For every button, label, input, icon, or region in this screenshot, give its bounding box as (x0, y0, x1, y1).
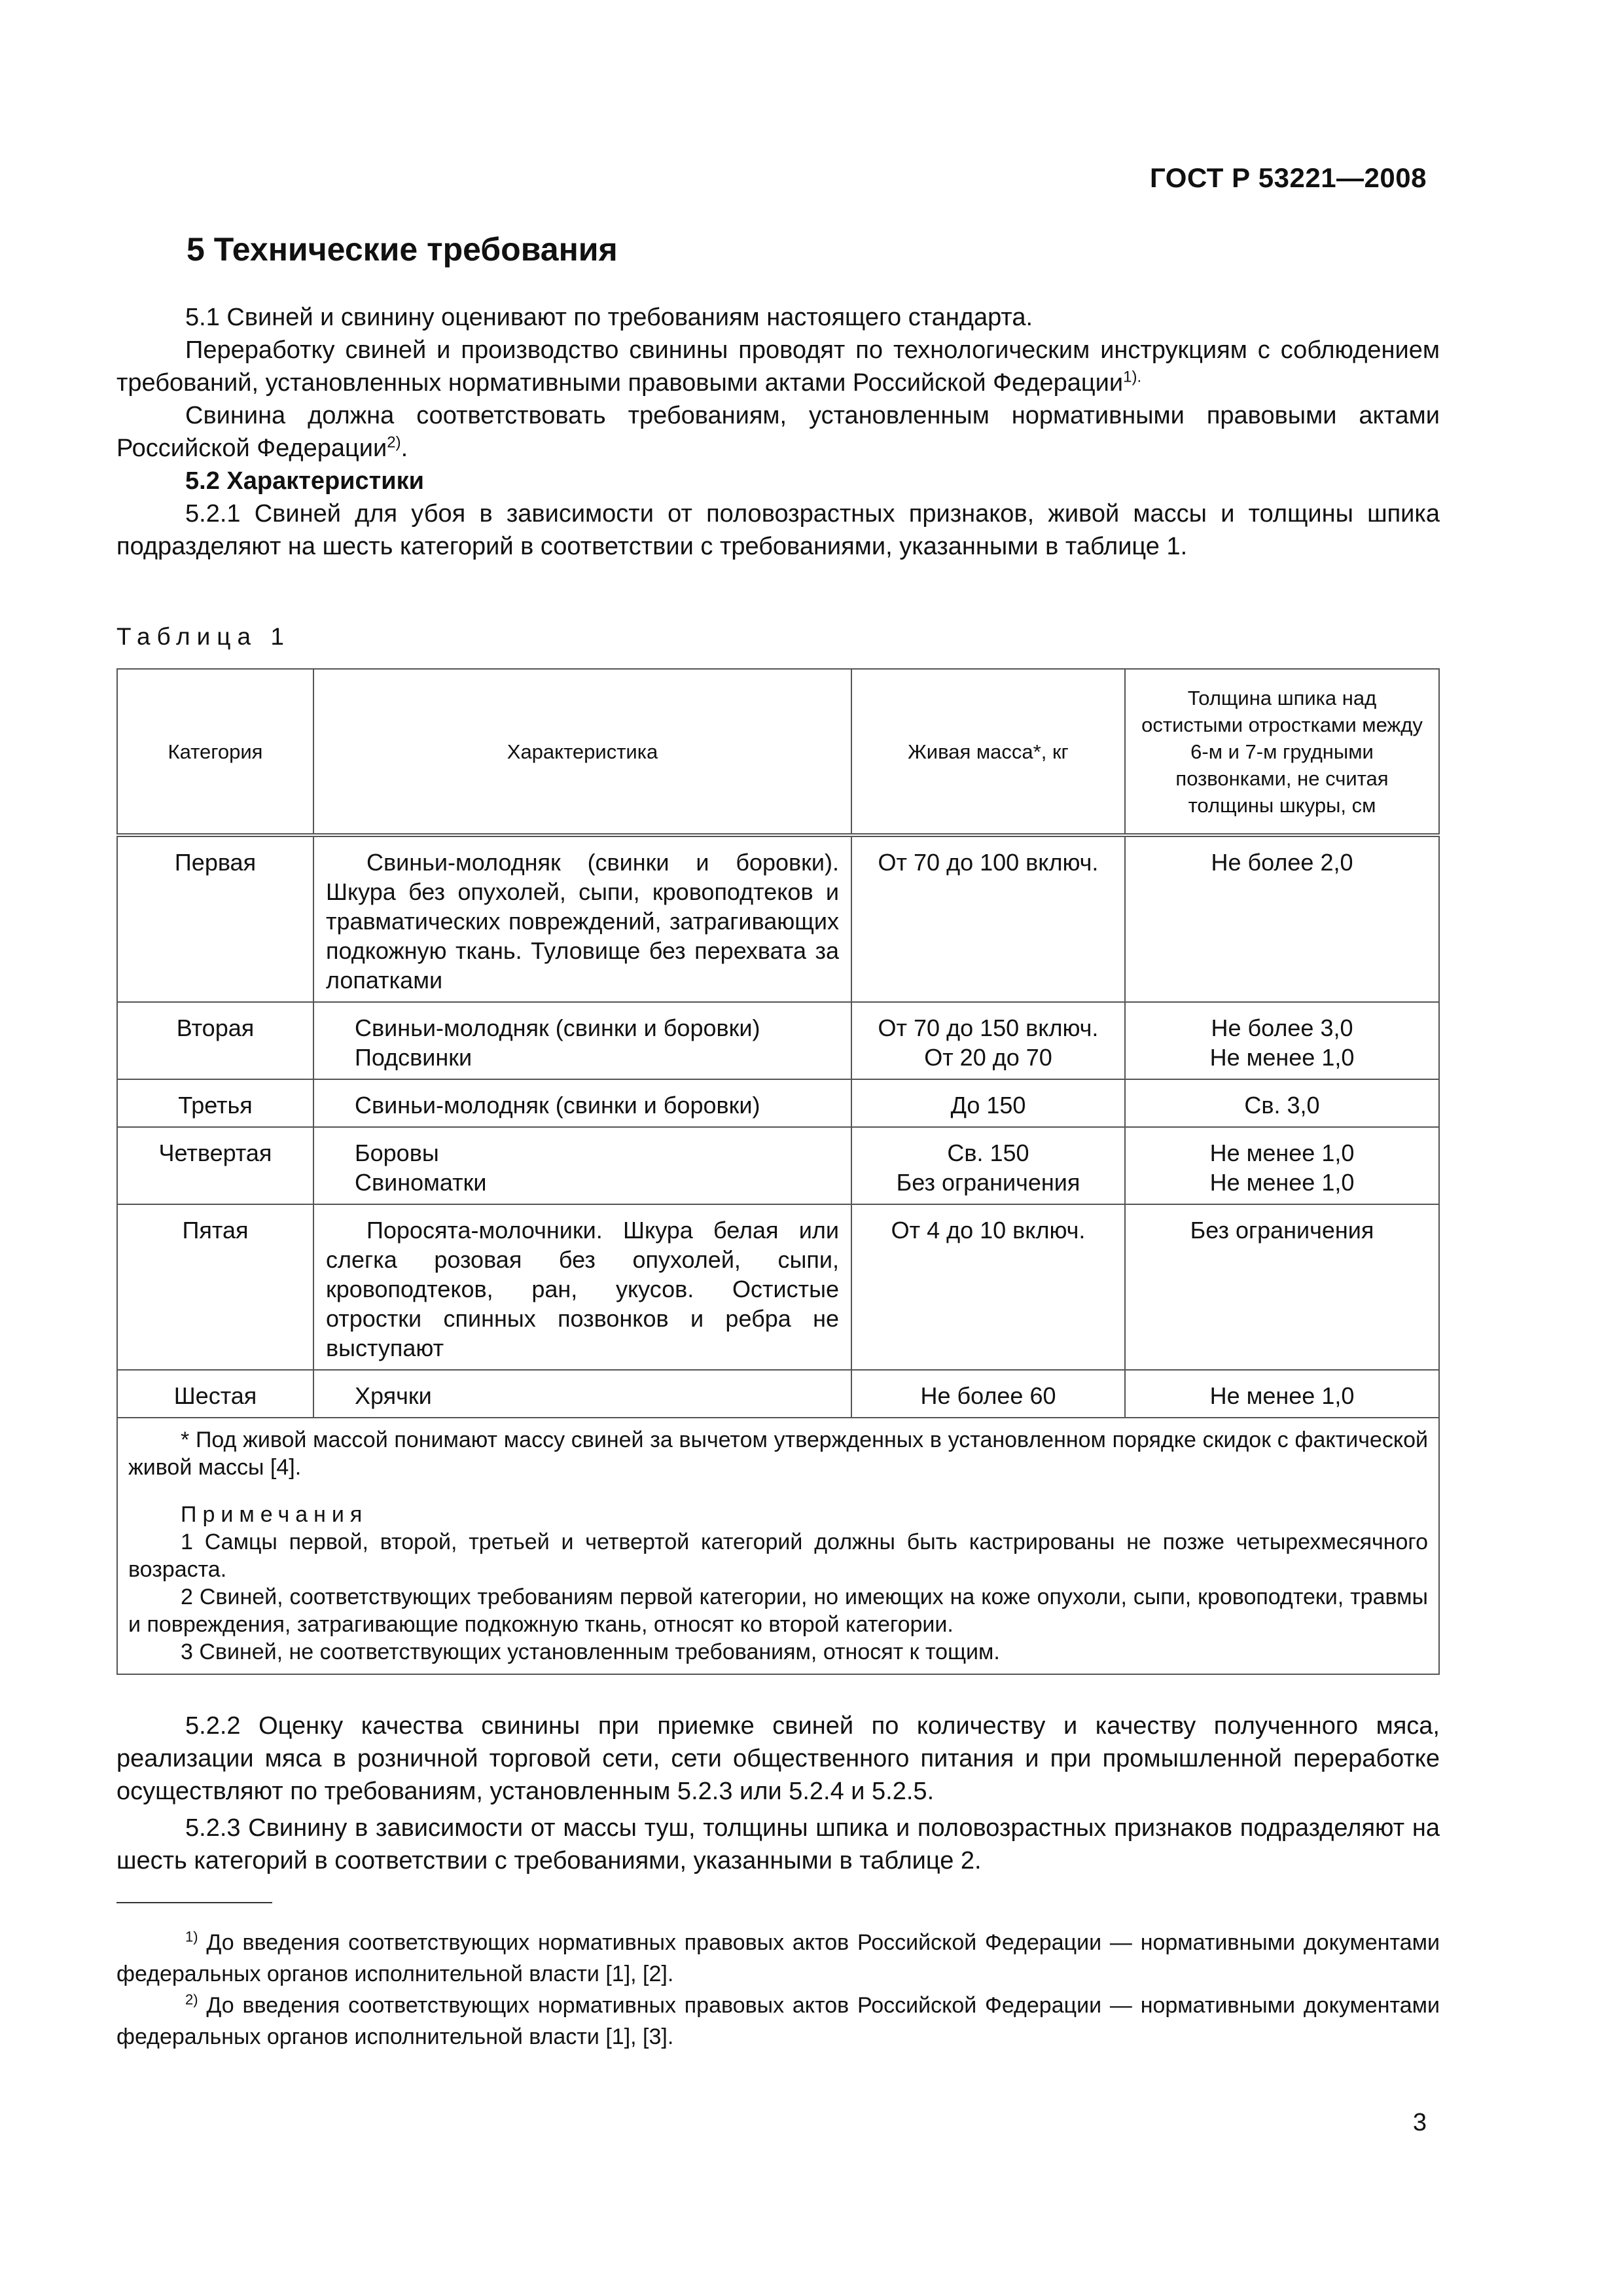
cell-mass: Не более 60 (851, 1370, 1125, 1418)
table-row (117, 1002, 1439, 1079)
header-live-mass: Живая масса*, кг (851, 669, 1125, 835)
note-item: 1 Самцы первой, второй, третьей и четвертой категорий должны быть кастрированы не позже четырехмесячного возраста. (128, 1530, 1428, 1582)
cell-fat: Без ограничения (1125, 1204, 1439, 1370)
table-row (117, 1370, 1439, 1418)
table-row (117, 835, 1439, 1002)
note-item: 2 Свиней, соответствующих требованиям первой категории, но имеющих на коже опухоли, сыпи, кровоподтеки, травмы и повреждения, затрагивающие подкожную ткань, относят ко второй категории. (128, 1585, 1428, 1637)
header-fat-thickness: Толщина шпика над остистыми отростками между 6-м и 7-м грудными позвонками, не считая толщины шкуры, см (1125, 669, 1439, 835)
cell-line: Боровы (355, 1139, 439, 1166)
header-category: Категория (117, 669, 313, 835)
note-item: 3 Свиней, не соответствующих установленным требованиям, относят к тощим. (181, 1640, 1000, 1664)
paragraphs-bottom (116, 1710, 1440, 1877)
footnote-ref-1: 1). (1123, 368, 1142, 386)
footnote-mark: 2) (185, 1991, 198, 2008)
table-row (117, 1079, 1439, 1127)
cell-line: Свиноматки (355, 1169, 487, 1196)
cell-line: Подсвинки (355, 1044, 473, 1071)
cell-line: Не менее 1,0 (1209, 1044, 1355, 1071)
header-characteristic: Характеристика (313, 669, 851, 835)
footnote-mark: 1) (185, 1928, 198, 1945)
paragraph-pork (116, 399, 1440, 465)
paragraph-pork-end: . (401, 435, 408, 462)
paragraph-processing (116, 334, 1440, 399)
notes-title: Примечания (181, 1502, 368, 1527)
cell-line: Свиньи-молодняк (свинки и боровки) (355, 1014, 760, 1041)
page-footnote-2 (116, 1990, 1440, 2053)
subsection-5-2-title: 5.2 Характеристики (185, 467, 425, 495)
cell-line: Не менее 1,0 (1209, 1139, 1355, 1166)
cell-line: От 70 до 150 включ. (878, 1014, 1099, 1041)
cell-category: Вторая (117, 1002, 313, 1079)
footnote-separator (116, 1902, 272, 1903)
cell-fat (1125, 1127, 1439, 1204)
footnote-ref-2: 2) (387, 433, 401, 452)
cell-category: Четвертая (117, 1127, 313, 1204)
paragraph-pork-text: Свинина должна соответствовать требованиям, установленным нормативными правовыми актами Российской Федерации (116, 402, 1440, 462)
cell-mass: До 150 (851, 1079, 1125, 1127)
page-number: 3 (1412, 2109, 1427, 2136)
table-footnotes (117, 1418, 1439, 1674)
table-1 (116, 668, 1440, 1675)
table-footer-row (117, 1418, 1439, 1674)
cell-category: Пятая (117, 1204, 313, 1370)
table-row (117, 1204, 1439, 1370)
paragraph-5-2-1: 5.2.1 Свиней для убоя в зависимости от половозрастных признаков, живой массы и толщины шпика подразделяют на шесть категорий в соответствии с требованиями, указанными в таблице 1. (116, 500, 1440, 560)
cell-line: Не более 3,0 (1211, 1014, 1353, 1041)
cell-characteristic: Поросята-молочники. Шкура белая или слегка розовая без опухолей, сыпи, кровоподтеков, ран, укусов. Остистые отростки спинных позвонков и ребра не выступают (313, 1204, 851, 1370)
cell-mass: От 4 до 10 включ. (851, 1204, 1125, 1370)
cell-line: Св. 150 (947, 1139, 1029, 1166)
cell-mass (851, 1127, 1125, 1204)
table-1-label: Таблица 1 (116, 623, 291, 650)
table-row (117, 1127, 1439, 1204)
table-header-row (117, 669, 1439, 835)
cell-line: Не менее 1,0 (1209, 1169, 1355, 1196)
cell-characteristic: Свиньи-молодняк (свинки и боровки). Шкура без опухолей, сыпи, кровоподтеков и травматических повреждений, затрагивающих подкожную ткань. Туловище без перехвата за лопатками (313, 835, 851, 1002)
document-standard-number: ГОСТ Р 53221—2008 (1150, 162, 1427, 193)
cell-line: От 20 до 70 (924, 1044, 1052, 1071)
section-title: 5 Технические требования (187, 231, 618, 268)
paragraph-5-2-2: 5.2.2 Оценку качества свинины при приемке свиней по количеству и качеству полученного мяса, реализации мяса в розничной торговой сети, сети общественного питания и при промышленной переработке осуществляют по требованиям, установленным 5.2.3 или 5.2.4 и 5.2.5. (116, 1712, 1440, 1805)
footnote-text: До введения соответствующих нормативных правовых актов Российской Федерации — нормативными документами федеральных органов исполнительной власти [1], [3]. (116, 1993, 1440, 2049)
paragraph-5-2-3: 5.2.3 Свинину в зависимости от массы туш, толщины шпика и половозрастных признаков подразделяют на шесть категорий в соответствии с требованиями, указанными в таблице 2. (116, 1814, 1440, 1874)
paragraph-processing-text: Переработку свиней и производство свинины проводят по технологическим инструкциям с соблюдением требований, установленных нормативными правовыми актами Российской Федерации (116, 336, 1440, 397)
cell-category: Третья (117, 1079, 313, 1127)
cell-mass (851, 1002, 1125, 1079)
paragraphs-top (116, 301, 1440, 563)
cell-characteristic: Свиньи-молодняк (свинки и боровки) (313, 1079, 851, 1127)
cell-line: Без ограничения (896, 1169, 1080, 1196)
table-footnote-live-mass: * Под живой массой понимают массу свиней за вычетом утвержденных в установленном порядке скидок с фактической живой массы [4]. (128, 1427, 1428, 1480)
cell-category: Шестая (117, 1370, 313, 1418)
cell-fat (1125, 1002, 1439, 1079)
cell-characteristic (313, 1002, 851, 1079)
page-footnotes (116, 1927, 1440, 2053)
cell-fat: Не менее 1,0 (1125, 1370, 1439, 1418)
cell-fat: Св. 3,0 (1125, 1079, 1439, 1127)
cell-fat: Не более 2,0 (1125, 835, 1439, 1002)
page-footnote-1 (116, 1927, 1440, 1990)
cell-mass: От 70 до 100 включ. (851, 835, 1125, 1002)
footnote-text: До введения соответствующих нормативных правовых актов Российской Федерации — нормативными документами федеральных органов исполнительной власти [1], [2]. (116, 1930, 1440, 1986)
cell-characteristic (313, 1127, 851, 1204)
cell-category: Первая (117, 835, 313, 1002)
cell-characteristic: Хрячки (313, 1370, 851, 1418)
paragraph-5-1: 5.1 Свиней и свинину оценивают по требованиям настоящего стандарта. (185, 304, 1033, 331)
